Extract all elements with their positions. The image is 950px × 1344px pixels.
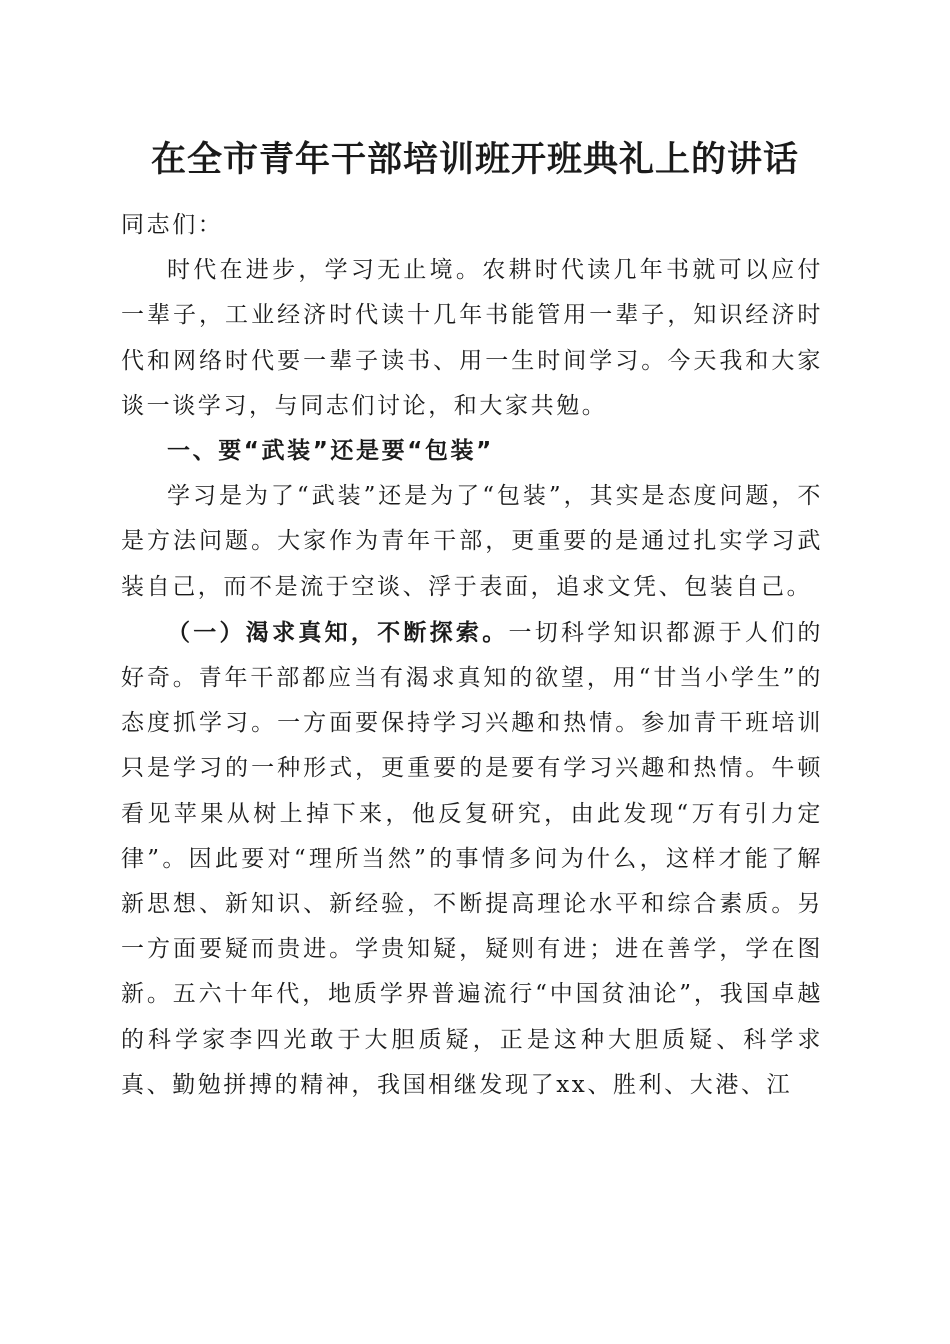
subsection-1-title: （一）渴求真知，不断探索。 <box>167 618 509 646</box>
section-heading-1: 一、要“武装”还是要“包装” <box>167 438 494 465</box>
document-title: 在全市青年干部培训班开班典礼上的讲话 <box>150 139 799 180</box>
document-body <box>121 203 823 1108</box>
subsection-1-paragraph <box>121 610 823 1108</box>
intro-paragraph: 时代在进步，学习无止境。农耕时代读几年书就可以应付一辈子，工业经济时代读十几年书能管用一辈子，知识经济时代和网络时代要一辈子读书、用一生时间学习。今天我和大家谈一谈学习，与同志们讨论，和大家共勉。 <box>121 257 823 419</box>
subsection-1-text: 一切科学知识都源于人们的好奇。青年干部都应当有渴求真知的欲望，用“甘当小学生”的态度抓学习。一方面要保持学习兴趣和热情。参加青干班培训只是学习的一种形式，更重要的是要有学习兴趣和热情。牛顿看见苹果从树上掉下来，他反复研究，由此发现“万有引力定律”。因此要对“理所当然”的事情多问为什么，这样才能了解新思想、新知识、新经验，不断提高理论水平和综合素质。另一方面要疑而贵进。学贵知疑，疑则有进；进在善学，学在图新。五六十年代，地质学界普遍流行“中国贫油论”，我国卓越的科学家李四光敢于大胆质疑，正是这种大胆质疑、科学求真、勤勉拼搏的精神，我国相继发现了xx、胜利、大港、江 <box>121 619 823 1098</box>
section-1-paragraph: 学习是为了“武装”还是为了“包装”，其实是态度问题，不是方法问题。大家作为青年干部，更重要的是通过扎实学习武装自己，而不是流于空谈、浮于表面，追求文凭、包装自己。 <box>121 483 823 600</box>
salutation: 同志们： <box>121 212 224 238</box>
